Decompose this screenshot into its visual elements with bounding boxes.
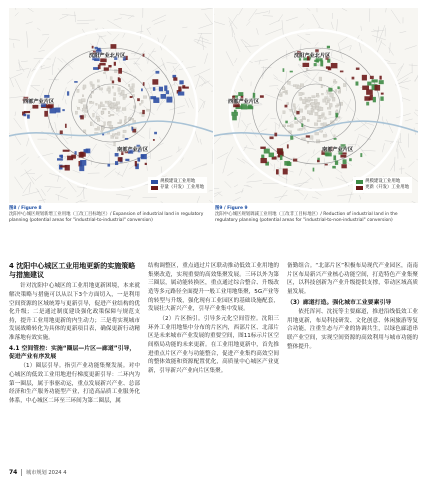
map-label-north: 沈阳产业北片区 [89,53,126,59]
body-paragraph: 备勤组合。“北部片区”积极布局现代产业园区，南南片区布局新兴产业核心功能空间，打造特色产业集聚区，以科技创新为产业升级提供支撑，带动区域高质量发展。 [287,263,418,295]
body-paragraph: 结构调整区，重点通过片区联动推动低效工业用地的集聚改造，实现重要的高效集聚发展。三环以外为第三圈层，属动能转换区，重点通过综合整合、升级改造等多元路径全面提升一般工业用地集聚，5G产业等的转型与升级，强化现有工业园区的基础设施配套，发展壮大新兴产业，引导产业集中发展。 [148,263,279,313]
journal-name: 城市规划 2024 4 [25,470,67,476]
figure-caption-text: 沈阳中心城区规划新增工业用地（工改工目标地区）/ Expansion of industrial land in regulatory planning (potential areas for "industrial-to-industrial" conversion) [9,212,204,224]
legend-item [151,185,204,191]
page-footer [9,468,67,477]
map-label-west: 西部产业片区 [23,99,55,105]
footer-divider [21,469,22,476]
figure-number: 图9 / Figure 9 [215,206,248,211]
text-column-1 [9,262,140,463]
legend-swatch-green [356,180,363,184]
map-label-south: 南部产业片区 [322,147,354,153]
figure-number: 图8 / Figure 8 [9,206,42,211]
figure-9-caption [215,206,417,224]
subsection-heading: （3）廊道打造。强化城市工业要素引导 [287,299,392,306]
legend-label: 规模建设工业用地 [160,179,196,185]
legend-label: 规模建设工业用地 [365,179,401,185]
map-label-west: 西部产业片区 [228,99,260,105]
map-legend [148,177,207,193]
map-legend [353,177,412,193]
article-body [9,262,419,463]
figure-8-map-graphic [9,8,213,203]
body-paragraph: （2）片区指引。引导多元化空间管控。沈阳三环外工业用地集中分布的片区内，西部片区、北部片区是未来城市产业发展的重要空间，图11标示片区空间格局功能的未来更新。在工业用地更新中，首先推进重点片区产业与功能整合，促进产业集约高效空间的整体效能和资源配置优化，高质量中心城区产业更新，引导新兴产业向片区集聚。 [148,315,279,374]
legend-swatch-darkred [151,186,158,190]
figure-8-caption [9,206,211,224]
map-label-south: 南部产业片区 [117,147,149,153]
legend-swatch-darkred [356,186,363,190]
section-heading: 4 沈阳中心城区工业用地更新的实施策略与措施建议 [9,262,136,280]
body-paragraph: （1）圈层引导。指引产业功能集聚发展。对中心城区的低效工业用地进行梯度更新引导：二环内为第一圈层，属于事驱动运，重点发展新兴产业、总部经济和生产服务功能型产业，打造高品质工业服务化体系，中心城区二环至三环间为第二圈层，属 [9,363,140,404]
legend-label: 存量（开发）工业用地 [160,185,204,191]
text-column-3 [287,262,418,463]
figure-9-map [214,8,418,203]
legend-item [356,185,409,191]
figure-9-map-graphic [214,8,418,203]
page-number: 74 [9,469,18,476]
body-paragraph: 依托浑河、沈抚等主要廊道，推进沿线低效工业用地更新，布局科技研发、文化创意、休闲旅游等复合功能，注重生态与产业的协调共生，以绿色廊道串联产业空间，实现空间资源的高效利用与城市功能的整体提升。 [287,308,418,350]
map-label-north: 沈阳产业北片区 [294,53,331,59]
subsection-heading: 4.1 空间管控：实施“圈层—片区—廊道”引导，促进产业有序发展 [9,345,136,361]
legend-swatch-blue [151,180,158,184]
legend-label: 更新（开发）工业用地 [365,185,409,191]
figure-8-map [9,8,213,203]
figure-caption-text: 沈阳中心城区规划调减工业用地（工改非工目标地区）/ Reduction of industrial land in the regulatory planning (potential areas for "industrial-to-non-industrial" conversion) [215,212,398,224]
body-paragraph: 针对沈阳中心城区的工业用地更新困境，本来就解决策略与措施可以从以下3个方面切入，一是利用空间资源的区域统筹与更新引导，促进产业结构的优化升级；二是通过制度建设强化政策保障与规范支持，提升工业用地更新的内生动力；三是将实现城市发展战略转化为具体的更新项目表，确保更新行动精准落地有效实施。 [9,283,140,342]
text-column-2 [148,262,279,463]
